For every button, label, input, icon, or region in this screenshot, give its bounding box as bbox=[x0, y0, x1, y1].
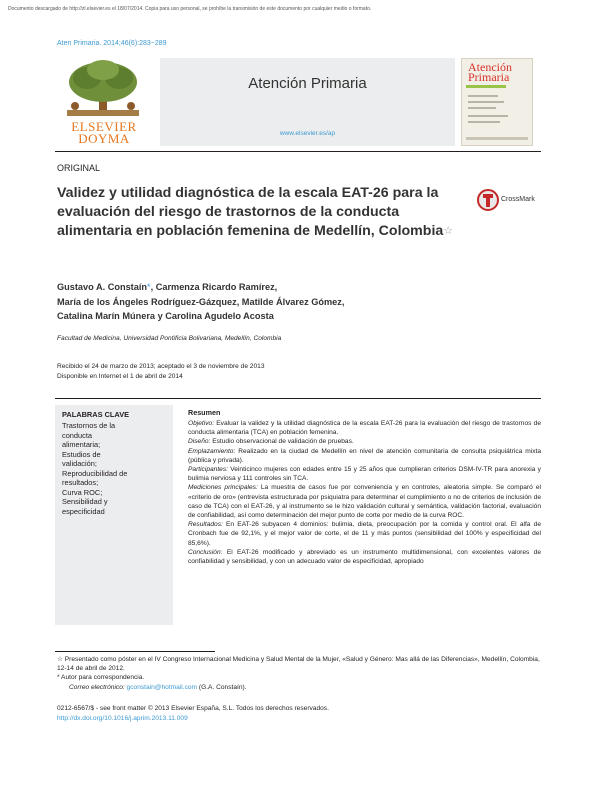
author-line bbox=[57, 280, 477, 295]
footnotes bbox=[57, 655, 541, 692]
abstract-setting bbox=[188, 447, 541, 465]
cover-text-line bbox=[468, 107, 496, 109]
abstract-heading: Resumen bbox=[188, 408, 221, 417]
keywords-box bbox=[55, 405, 173, 625]
publisher-imprint: DOYMA bbox=[78, 131, 130, 146]
cover-text-line bbox=[468, 121, 500, 123]
abstract-results bbox=[188, 520, 541, 548]
article-title-text: Validez y utilidad diagnóstica de la escala EAT-26 para la evaluación del riesgo de trastornos de la conducta alimentaria en población femenina de Medellín, Colombia bbox=[57, 185, 444, 239]
abstract-label: Resultados: bbox=[188, 521, 223, 529]
abstract-text: Estudio observacional de validación de pruebas. bbox=[212, 438, 354, 446]
footnote-text: Autor para correspondencia. bbox=[61, 674, 145, 682]
abstract-divider bbox=[55, 398, 541, 399]
keywords-heading: PALABRAS CLAVE bbox=[62, 410, 130, 419]
crossmark-label: CrossMark bbox=[501, 196, 535, 203]
keyword-line: validación; bbox=[62, 459, 97, 468]
abstract-design bbox=[188, 437, 541, 446]
abstract-text: La muestra de casos fue por conveniencia y en controles, aleatoria simple. Se comparó el «criterio de oro» (entrevista estructurada por psiquiatra para determinar el cumplimiento o no de criterios de inclusión de caso de TCA) con el EAT-26, y al instrumento se le hizo validación cultural y semántica, validación factorial, evaluación de confiabilidad, así como determinación del mejor punto de corte por medio de la curva ROC. bbox=[188, 484, 541, 520]
cover-accent-bar bbox=[466, 85, 506, 88]
corresponding-author: Gustavo A. Constaín bbox=[57, 282, 148, 292]
cover-title-line1: Atención bbox=[468, 60, 512, 74]
email-label: Correo electrónico: bbox=[69, 683, 125, 691]
journal-citation[interactable]: Aten Primaria. 2014;46(6):283−289 bbox=[57, 40, 167, 47]
author-line: Catalina Marín Múnera y Carolina Agudelo Acosta bbox=[57, 311, 274, 321]
author-affiliation: Facultad de Medicina, Universidad Pontificia Bolivariana, Medellín, Colombia bbox=[57, 335, 282, 342]
abstract-objective bbox=[188, 419, 541, 437]
abstract-label: Conclusión: bbox=[188, 548, 223, 556]
email-footnote bbox=[57, 683, 541, 692]
cover-footer-bar bbox=[466, 137, 528, 140]
footnote-divider bbox=[55, 651, 215, 652]
footnote-star: ☆ bbox=[57, 656, 63, 663]
doi-link[interactable]: http://dx.doi.org/10.1016/j.aprim.2013.11.009 bbox=[57, 714, 188, 722]
online-date: Disponible en Internet el 1 de abril de 2014 bbox=[57, 373, 183, 380]
keyword-line: especificidad bbox=[62, 506, 105, 516]
abstract-label: Participantes: bbox=[188, 466, 228, 474]
abstract-label: Objetivo: bbox=[188, 420, 215, 427]
author-names: , Carmenza Ricardo Ramírez, bbox=[150, 282, 278, 292]
received-accepted-date: Recibido el 24 de marzo de 2013; aceptado el 3 de noviembre de 2013 bbox=[57, 363, 265, 370]
abstract-conclusion bbox=[188, 548, 541, 566]
keyword-line: Estudios de bbox=[62, 449, 101, 459]
footnote-asterisk: * bbox=[57, 674, 60, 682]
presentation-footnote bbox=[57, 655, 541, 673]
download-watermark: Documento descargado de http://zl.elsevier.es el 18/07/2014. Copia para uso personal, se prohíbe la transmisión de este documento por cualquier medio o formato. bbox=[8, 6, 372, 12]
title-footnote-star[interactable]: ☆ bbox=[443, 225, 454, 237]
cover-title bbox=[468, 62, 512, 82]
keyword-line: Reproducibilidad de bbox=[62, 468, 128, 478]
publisher-wordmark bbox=[55, 121, 153, 145]
article-section: ORIGINAL bbox=[57, 163, 101, 173]
journal-banner bbox=[160, 58, 455, 146]
keyword-line: resultados; bbox=[62, 478, 99, 487]
abstract-text: Evaluar la validez y la utilidad diagnóstica de la escala EAT-26 para la evaluación del riesgo de trastornos de conducta alimentaria (TCA) en población femenina. bbox=[188, 420, 541, 437]
keyword-line: alimentaria; bbox=[62, 440, 101, 449]
abstract-text: Veinticinco mujeres con edades entre 15 y 25 años que cumplieran criterios DSM-IV-TR para anorexia y bulimia nerviosa y 111 controles sin TCA. bbox=[188, 466, 541, 483]
author-list bbox=[57, 280, 477, 324]
copyright-block bbox=[57, 704, 329, 723]
article-dates bbox=[57, 362, 264, 382]
journal-url-link[interactable]: www.elsevier.es/ap bbox=[279, 130, 336, 137]
author-line: María de los Ángeles Rodríguez-Gázquez, Matilde Álvarez Gómez, bbox=[57, 296, 345, 307]
article-title bbox=[57, 184, 467, 241]
cover-text-line bbox=[468, 115, 508, 117]
corresponding-author-mark[interactable]: * bbox=[147, 282, 151, 292]
journal-title: Atención Primaria bbox=[248, 75, 367, 92]
copyright-notice: 0212-6567/$ - see front matter © 2013 Elsevier España, S.L. Todos los derechos reservados. bbox=[57, 705, 329, 712]
email-owner: (G.A. Constaín). bbox=[198, 683, 247, 691]
abstract-participants bbox=[188, 465, 541, 483]
abstract-text: En EAT-26 subyacen 4 dominios: bulimia, dieta, preocupación por la comida y control oral. El alfa de Cronbach fue de 92,1%, y el mejor valor de corte, el de 11 y más puntos (sensibilidad del 100% y especificidad del 85,6%). bbox=[188, 521, 541, 547]
crossmark-badge[interactable] bbox=[477, 188, 545, 214]
abstract-label: Emplazamiento: bbox=[188, 447, 236, 455]
author-email-link[interactable]: gconstain@hotmail.com bbox=[126, 683, 198, 691]
footnote-text: Presentado como póster en el IV Congreso Internacional Medicina y Salud Mental de la Mujer, «Salud y Género: Mas allá de las Diferencias», Medellín, Colombia, 12-14 de abril de 2012. bbox=[57, 656, 540, 673]
abstract-measurements bbox=[188, 483, 541, 520]
keyword-line: Sensibilidad y bbox=[62, 497, 108, 506]
publisher-name: ELSEVIER bbox=[71, 119, 137, 134]
abstract-text: El EAT-26 modificado y abreviado es un instrumento multidimensional, con excelentes valores de confiabilidad y sensibilidad, y con un adecuado valor de especificidad, apropiado bbox=[188, 548, 541, 566]
cover-text-line bbox=[468, 95, 498, 97]
abstract-label: Diseño: bbox=[188, 438, 211, 446]
cover-text-line bbox=[468, 101, 504, 103]
keyword-line: conducta bbox=[62, 430, 92, 440]
abstract-text: Realizado en la ciudad de Medellín en nivel de atención comunitaria de consulta psiquiátrica mixta (pública y privada). bbox=[188, 447, 541, 464]
header-divider bbox=[55, 151, 541, 152]
keyword-line: Curva ROC; bbox=[62, 487, 103, 497]
keyword-line: Trastornos de la bbox=[62, 421, 116, 430]
cover-title-line2: Primaria bbox=[468, 70, 510, 84]
correspondence-footnote bbox=[57, 673, 541, 682]
journal-cover-thumbnail bbox=[461, 58, 533, 146]
crossmark-icon bbox=[477, 188, 499, 214]
abstract-label: Mediciones principales: bbox=[188, 484, 258, 492]
abstract bbox=[188, 405, 541, 566]
